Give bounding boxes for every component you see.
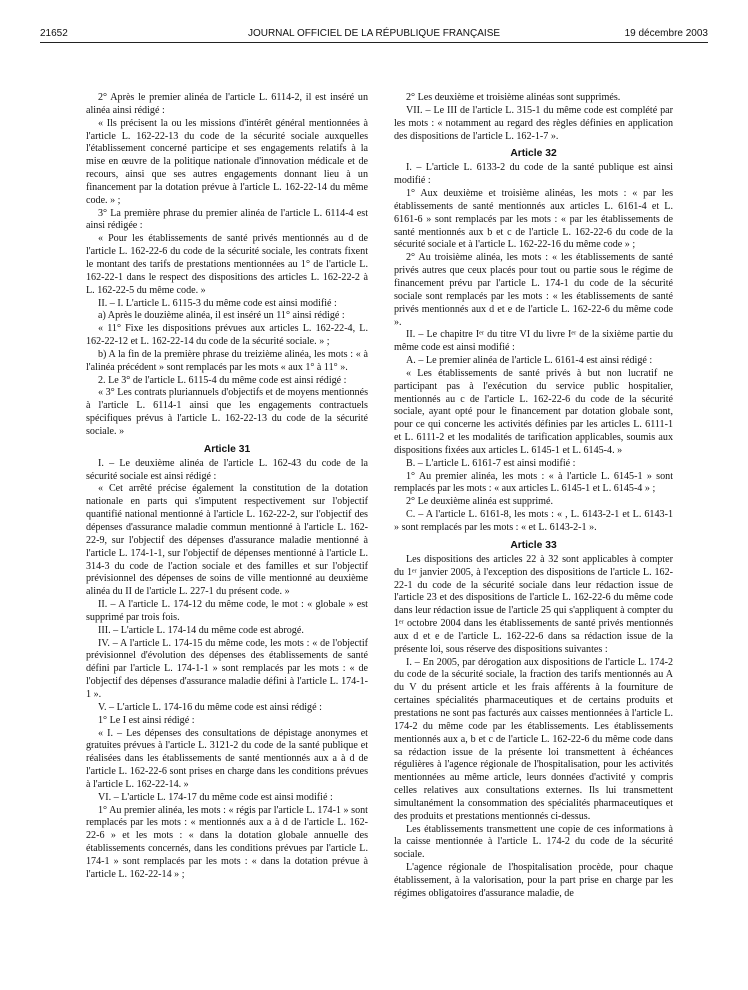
right-paragraph: « Les établissements de santé privés à but non lucratif ne participant pas à l'exécution du service public hospitalier, mentionnés au c de l'article L. 162-22-6 du code de la sécurité sociale, ayant opté pour le financement par dotation globale sont, pour ce qui concerne les activités définies par les articles L. 6111-1 et L. 6111-2 et les modalités de tarification applicables, soumis aux dispositions fixées aux articles L. 6145-1 et L. 6145-4. »: [394, 367, 673, 456]
left-paragraph: « Pour les établissements de santé privés mentionnés au d de l'article L. 162-22-6 du code de la sécurité sociale, les contrats fixent le montant des tarifs de prestations mentionnées au 1° de l'article L. 162-22-1 dans le respect des dispositions des articles L. 162-22-2 à L. 162-22-5 du même code. »: [86, 233, 368, 296]
left-paragraph: « 3° Les contrats pluriannuels d'objectifs et de moyens mentionnés à l'article L. 6114-1 ainsi que les engagements contractuels spécifiques prévus à l'article L. 162-22-13 du code de la sécurité sociale. »: [86, 387, 368, 437]
left-paragraph: II. – I. L'article L. 6115-3 du même code est ainsi modifié :: [98, 297, 337, 309]
left-paragraph: « I. – Les dépenses des consultations de dépistage anonymes et gratuites prévues à l'article L. 3121-2 du code de la santé publique et réalisées dans les établissements de santé mentionnés aux a à d de l'article L. 162-22-6 sont prises en charge dans les conditions prévues à l'article L. 162-22-14. »: [86, 727, 368, 790]
left-paragraph: b) A la fin de la première phrase du treizième alinéa, les mots : « à l'alinéa précédent » sont remplacés par les mots « aux 1° à 11° ».: [86, 348, 368, 373]
right-column: [394, 92, 673, 901]
left-column: [86, 92, 368, 882]
left-article-heading: Article 31: [203, 443, 251, 455]
left-paragraph: III. – L'article L. 174-14 du même code est abrogé.: [98, 624, 304, 636]
left-paragraph: « Ils précisent la ou les missions d'intérêt général mentionnées à l'article L. 162-22-13 du code de la sécurité sociale auxquelles l'établissement concerné participe et ses engagements relatifs à la mise en œuvre de la politique nationale d'innovation médicale et de recours, ainsi que ses autres engagements donnant lieu à un financement par la dotation prévue à l'article L. 162-22-14 du même code. » ;: [86, 117, 368, 206]
left-paragraph: IV. – A l'article L. 174-15 du même code, les mots : « de l'objectif prévisionnel d'évolution des dépenses des établissements de santé défini par l'article L. 174-1-1 » sont remplacés par les mots : « de l'objectif des dépenses d'assurance maladie défini à l'article L. 174-1-1 ».: [86, 637, 368, 700]
right-article-heading: Article 33: [510, 539, 557, 551]
left-paragraph: « 11° Fixe les dispositions prévues aux articles L. 162-22-4, L. 162-22-12 et L. 162-22-14 du code de la sécurité sociale. » ;: [86, 323, 368, 348]
right-paragraph: 2° Le deuxième alinéa est supprimé.: [406, 496, 553, 508]
right-paragraph: 2° Les deuxième et troisième alinéas sont supprimés.: [406, 92, 621, 103]
right-paragraph: C. – A l'article L. 6161-8, les mots : « , L. 6143-2-1 et L. 6143-1 » sont remplacés par les mots : « et L. 6143-2-1 ».: [394, 509, 673, 533]
left-paragraph: 1° Au premier alinéa, les mots : « régis par l'article L. 174-1 » sont remplacés par les mots : « mentionnés aux a à d de l'article L. 162-22-6 » et les mots : « dans la dotation globale annuelle des établissements concernés, dans les conditions prévues par l'article L. 174-1 » sont remplacés par les mots : « dans la dotation prévue à l'article L. 162-22-14 » ;: [86, 804, 368, 880]
right-paragraph: 1° Au premier alinéa, les mots : « à l'article L. 6145-1 » sont remplacés par les mots : « aux articles L. 6145-1 et L. 6145-4 » ;: [394, 470, 673, 495]
page-header: [0, 0, 748, 40]
left-paragraph: V. – L'article L. 174-16 du même code est ainsi rédigé :: [98, 701, 322, 713]
left-paragraph: 2° Après le premier alinéa de l'article L. 6114-2, il est inséré un alinéa ainsi rédigé :: [86, 92, 368, 116]
header-rule: [40, 42, 708, 43]
left-paragraph: I. – Le deuxième alinéa de l'article L. 162-43 du code de la sécurité sociale est ainsi rédigé :: [86, 457, 368, 482]
page-number: 21652: [40, 28, 68, 39]
left-paragraph: « Cet arrêté précise également la constitution de la dotation nationale en parts qui s'imputent respectivement sur l'objectif quantifié national mentionné à l'article L. 162-22-2, sur l'objectif des dépenses d'assurance maladie commun mentionné à l'article L. 162-22-9, sur l'objectif des dépenses d'assurance maladie mentionné à l'article L. 174-1-1, sur l'objectif de dépenses mentionné à l'article L. 314-3 du code de l'action sociale et des familles et sur l'objectif prévisionnel des dépenses de soins de ville mentionné au deuxième alinéa du II de l'article L. 227-1 du présent code. »: [86, 483, 368, 598]
journal-title: JOURNAL OFFICIEL DE LA RÉPUBLIQUE FRANÇAISE: [247, 28, 501, 39]
left-paragraph: II. – A l'article L. 174-12 du même code, le mot : « globale » est supprimé par trois fois.: [86, 599, 368, 623]
right-paragraph: VII. – Le III de l'article L. 315-1 du même code est complété par les mots : « notamment au regard des règles définies en application des dispositions de l'article L. 162-1-7 ».: [394, 104, 673, 142]
right-paragraph: Les dispositions des articles 22 à 32 sont applicables à compter du 1ᵉʳ janvier 2005, à l'exception des dispositions de l'article L. 162-22-1 du code de la sécurité sociale dans leur rédaction issue de l'article 23 et des dispositions de l'article L. 162-22-6 du même code dans leur rédaction issue de l'article 25 qui s'appliquent à compter du 1ᵉʳ octobre 2004 dans les établissements de santé privés mentionnés aux d et e de l'article L. 162-22-6 dans sa rédaction issue de la présente loi, sous réserve des dispositions suivantes :: [394, 553, 673, 655]
right-paragraph: 2° Au troisième alinéa, les mots : « les établissements de santé privés autres que ceux placés pour tout ou partie sous le régime de financement prévu par l'article L. 174-1 du code de la sécurité sociale sont remplacés par les mots : « les établissements de santé privés mentionnés aux d et e de l'article L. 162-22-6 du même code ».: [394, 252, 673, 328]
left-paragraph: 2. Le 3° de l'article L. 6115-4 du même code est ainsi rédigé :: [98, 374, 347, 386]
right-paragraph: A. – Le premier alinéa de l'article L. 6161-4 est ainsi rédigé :: [406, 355, 653, 367]
right-paragraph: I. – L'article L. 6133-2 du code de la santé publique est ainsi modifié :: [394, 162, 673, 187]
left-paragraph: 1° Le I est ainsi rédigé :: [98, 714, 195, 726]
right-paragraph: II. – Le chapitre Iᵉʳ du titre VI du livre Iᵉʳ de la sixième partie du même code est ainsi modifié :: [394, 329, 673, 354]
left-paragraph: VI. – L'article L. 174-17 du même code est ainsi modifié :: [98, 791, 333, 803]
publication-date: 19 décembre 2003: [624, 28, 708, 39]
right-paragraph: B. – L'article L. 6161-7 est ainsi modifié :: [406, 457, 576, 469]
right-article-heading: Article 32: [510, 148, 557, 160]
left-paragraph: a) Après le douzième alinéa, il est inséré un 11° ainsi rédigé :: [98, 310, 345, 322]
right-paragraph: Les établissements transmettent une copie de ces informations à la caisse mentionnée à l'article L. 174-2 du code de la sécurité sociale.: [394, 823, 673, 861]
right-paragraph: L'agence régionale de l'hospitalisation procède, pour chaque établissement, à la valorisation, pour la part prise en charge par les régimes obligatoires d'assurance maladie, de: [394, 862, 673, 899]
right-paragraph: I. – En 2005, par dérogation aux dispositions de l'article L. 174-2 du code de la sécurité sociale, la fraction des tarifs mentionnés au A du V du présent article et les frais afférents à la fourniture de certaines spécialités pharmaceutiques et de certains produits et prestations ne sont pas facturés aux caisses mentionnées à l'article L. 174-2 du même code par les établissements. Les établissements mentionnés aux a, b et c de l'article L. 162-22-6 du même code dans sa rédaction issue de la présente loi transmettent à échéances régulières à l'agence régionale de l'hospitalisation, pour les activités mentionnées au même article, leurs données d'activité y compris celles relatives aux consultations externes. Ils lui transmettent simultanément la consommation des spécialités pharmaceutiques et des produits et prestations mentionnés ci-dessus.: [394, 656, 673, 822]
right-paragraph: 1° Aux deuxième et troisième alinéas, les mots : « par les établissements de santé mentionnés aux articles L. 6161-4 et L. 6161-6 » sont remplacés par les mots : « par les établissements de santé mentionnés aux b et c de l'article L. 162-22-6 du code de la sécurité sociale et à l'article L. 162-22-16 du même code » ;: [394, 188, 673, 251]
left-paragraph: 3° La première phrase du premier alinéa de l'article L. 6114-4 est ainsi rédigée :: [86, 207, 368, 232]
